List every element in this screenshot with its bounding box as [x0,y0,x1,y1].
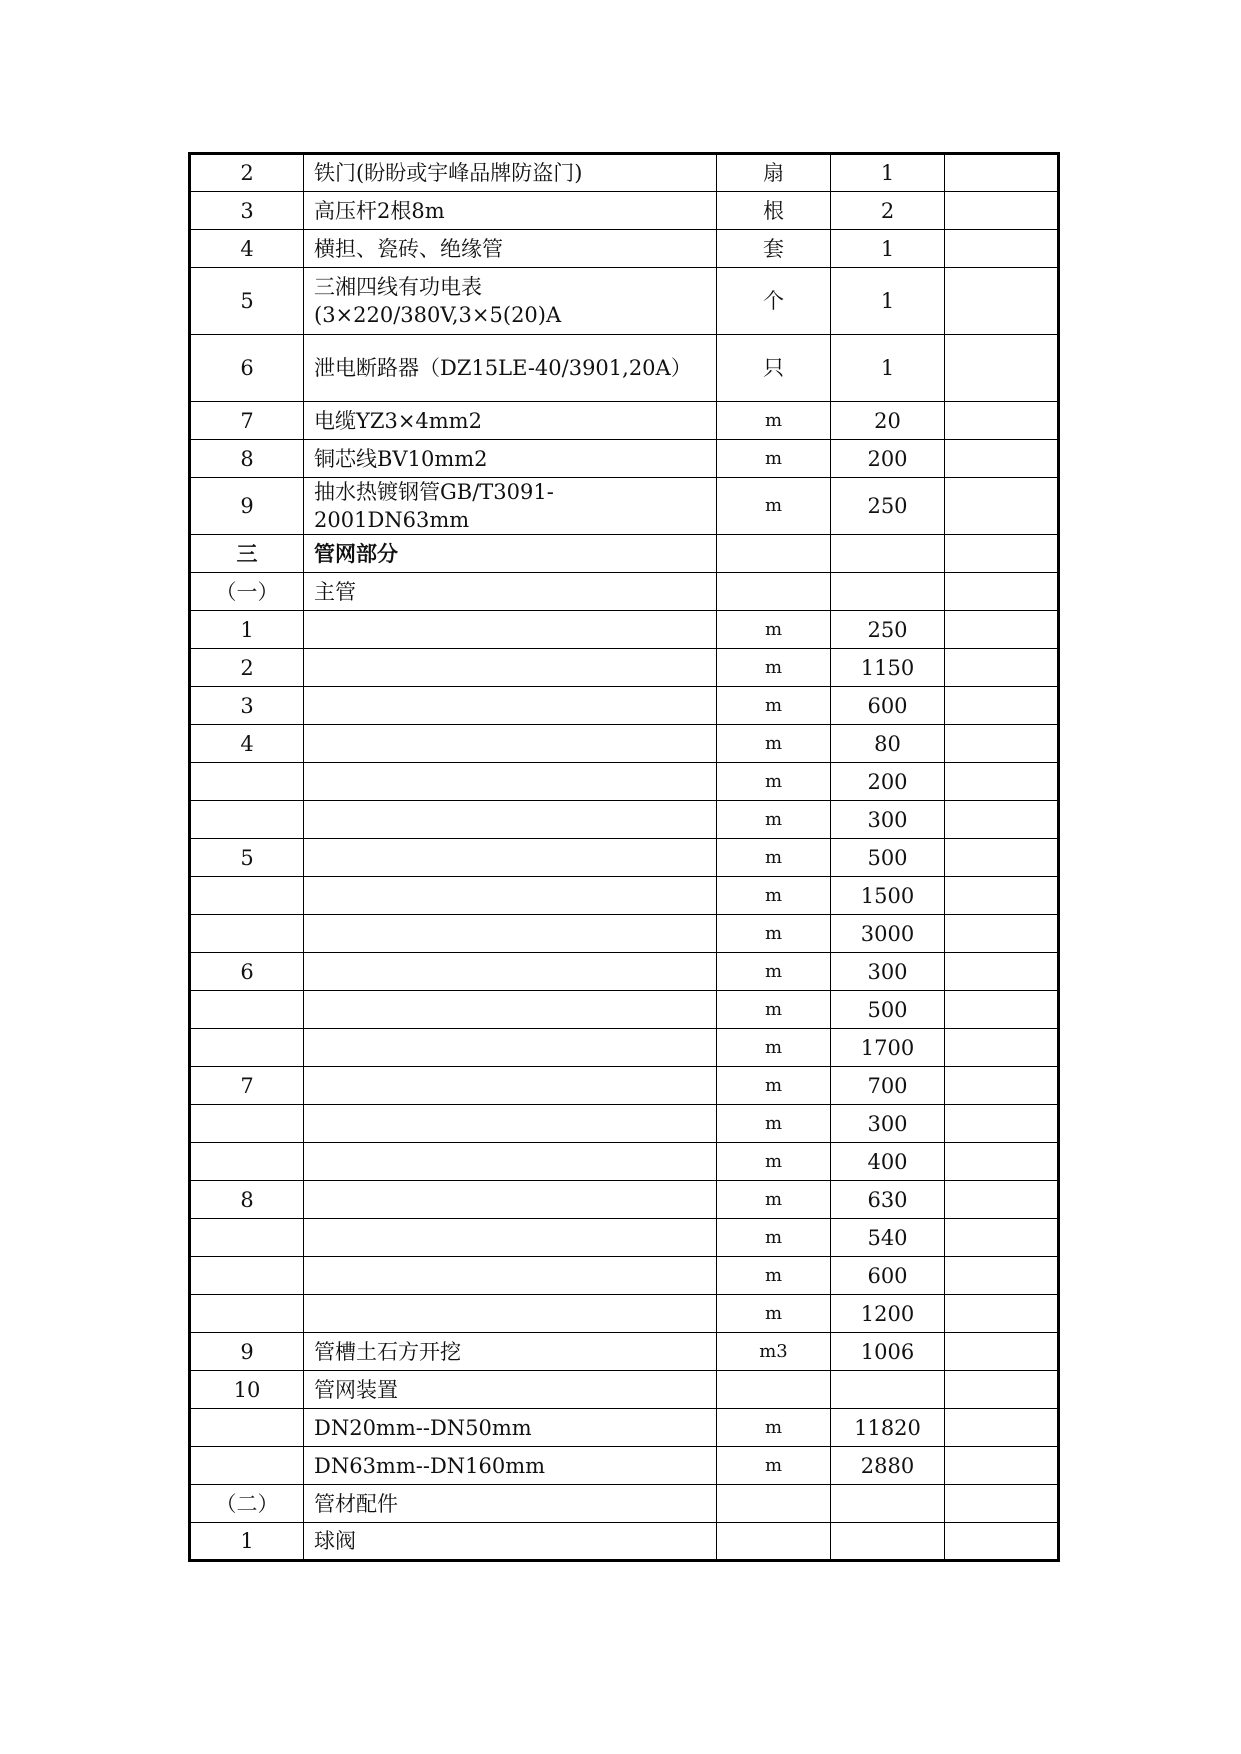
remarks-cell [945,573,1059,611]
remarks-cell [945,1409,1059,1447]
unit-cell: m [717,801,831,839]
quantity-cell: 300 [831,801,945,839]
remarks-cell [945,1523,1059,1561]
quantity-cell [831,1485,945,1523]
unit-cell: m [717,1181,831,1219]
unit-cell: m [717,687,831,725]
item-number-cell: 6 [190,335,304,402]
item-name-cell: 铜芯线BV10mm2 [304,440,717,478]
unit-cell: m [717,1295,831,1333]
item-name-cell [304,1067,717,1105]
remarks-cell [945,611,1059,649]
item-name-cell [304,763,717,801]
item-name-cell [304,915,717,953]
table-row [190,440,1059,478]
item-name-cell [304,611,717,649]
quantity-cell: 400 [831,1143,945,1181]
item-name-cell [304,1105,717,1143]
table-row [190,1409,1059,1447]
unit-cell [717,535,831,573]
quantity-cell: 1 [831,335,945,402]
bill-of-quantities-table [188,152,1060,1562]
quantity-cell: 20 [831,402,945,440]
table-row [190,154,1059,192]
item-name-cell [304,801,717,839]
item-number-cell [190,801,304,839]
item-number-cell: 2 [190,154,304,192]
item-number-cell: 4 [190,230,304,268]
item-name-cell: 抽水热镀钢管GB/T3091-2001DN63mm [304,478,717,535]
quantity-cell: 200 [831,440,945,478]
remarks-cell [945,725,1059,763]
quantity-cell: 630 [831,1181,945,1219]
remarks-cell [945,1485,1059,1523]
item-name-cell: 高压杆2根8m [304,192,717,230]
table-row [190,335,1059,402]
unit-cell: 扇 [717,154,831,192]
quantity-cell: 2 [831,192,945,230]
quantity-cell: 1 [831,230,945,268]
remarks-cell [945,1295,1059,1333]
item-number-cell: 3 [190,192,304,230]
item-number-cell [190,915,304,953]
item-name-cell [304,725,717,763]
remarks-cell [945,1105,1059,1143]
item-name-cell [304,1257,717,1295]
unit-cell: 个 [717,268,831,335]
remarks-cell [945,877,1059,915]
unit-cell: m [717,915,831,953]
remarks-cell [945,915,1059,953]
item-name-cell [304,877,717,915]
table-row [190,1105,1059,1143]
quantity-cell [831,573,945,611]
table-row [190,801,1059,839]
item-number-cell: 8 [190,440,304,478]
unit-cell: 只 [717,335,831,402]
table-row [190,1067,1059,1105]
remarks-cell [945,192,1059,230]
quantity-cell: 300 [831,953,945,991]
item-name-cell [304,687,717,725]
quantity-cell: 11820 [831,1409,945,1447]
unit-cell: m [717,991,831,1029]
table-row [190,192,1059,230]
table-row [190,1371,1059,1409]
remarks-cell [945,1333,1059,1371]
remarks-cell [945,687,1059,725]
quantity-cell: 600 [831,1257,945,1295]
item-name-cell: 三湘四线有功电表(3×220/380V,3×5(20)A [304,268,717,335]
quantity-cell [831,1371,945,1409]
item-name-cell: 管网装置 [304,1371,717,1409]
quantity-cell: 250 [831,478,945,535]
table-row [190,1523,1059,1561]
unit-cell: m [717,1029,831,1067]
item-name-cell: 主管 [304,573,717,611]
item-number-cell: 7 [190,1067,304,1105]
table-row [190,915,1059,953]
item-number-cell [190,1409,304,1447]
quantity-cell: 1 [831,268,945,335]
quantity-cell: 2880 [831,1447,945,1485]
quantity-cell [831,535,945,573]
item-name-cell [304,839,717,877]
item-name-cell: 管槽土石方开挖 [304,1333,717,1371]
item-number-cell: 3 [190,687,304,725]
unit-cell: m [717,1409,831,1447]
remarks-cell [945,1067,1059,1105]
unit-cell: m3 [717,1333,831,1371]
quantity-cell: 1700 [831,1029,945,1067]
item-name-cell [304,1295,717,1333]
unit-cell: m [717,649,831,687]
item-name-cell [304,953,717,991]
section-row [190,535,1059,573]
quantity-cell [831,1523,945,1561]
table-row [190,1295,1059,1333]
unit-cell: m [717,1447,831,1485]
quantity-cell: 300 [831,1105,945,1143]
item-number-cell [190,763,304,801]
item-number-cell [190,877,304,915]
remarks-cell [945,1219,1059,1257]
quantity-cell: 80 [831,725,945,763]
table-row [190,1143,1059,1181]
table-row [190,1219,1059,1257]
remarks-cell [945,535,1059,573]
table-row [190,230,1059,268]
item-number-cell: 8 [190,1181,304,1219]
item-name-cell: 管材配件 [304,1485,717,1523]
remarks-cell [945,1181,1059,1219]
table-row [190,1485,1059,1523]
item-number-cell [190,1143,304,1181]
table-row [190,573,1059,611]
unit-cell: m [717,763,831,801]
table-row [190,649,1059,687]
remarks-cell [945,1371,1059,1409]
item-name-cell [304,1029,717,1067]
item-name-cell [304,1181,717,1219]
item-name-cell: 铁门(盼盼或宇峰品牌防盗门) [304,154,717,192]
item-number-cell: 9 [190,1333,304,1371]
table-row [190,402,1059,440]
unit-cell: m [717,1067,831,1105]
remarks-cell [945,801,1059,839]
item-number-cell: （一） [190,573,304,611]
item-number-cell [190,1257,304,1295]
item-number-cell: 三 [190,535,304,573]
quantity-cell: 500 [831,991,945,1029]
item-number-cell: 6 [190,953,304,991]
unit-cell: m [717,1143,831,1181]
remarks-cell [945,1029,1059,1067]
item-number-cell: 7 [190,402,304,440]
quantity-cell: 3000 [831,915,945,953]
item-name-cell: 横担、瓷砖、绝缘管 [304,230,717,268]
quantity-cell: 1006 [831,1333,945,1371]
unit-cell: m [717,877,831,915]
remarks-cell [945,402,1059,440]
unit-cell: m [717,725,831,763]
unit-cell: m [717,1105,831,1143]
quantity-cell: 200 [831,763,945,801]
item-number-cell: 1 [190,1523,304,1561]
table-row [190,877,1059,915]
table-row [190,991,1059,1029]
table-row [190,1029,1059,1067]
item-number-cell [190,991,304,1029]
table-row [190,478,1059,535]
item-name-cell: 泄电断路器（DZ15LE-40/3901,20A） [304,335,717,402]
item-number-cell: 5 [190,839,304,877]
quantity-cell: 1500 [831,877,945,915]
unit-cell [717,573,831,611]
remarks-cell [945,763,1059,801]
item-name-cell: 电缆YZ3×4mm2 [304,402,717,440]
item-name-cell: 球阀 [304,1523,717,1561]
item-number-cell [190,1219,304,1257]
item-name-cell [304,991,717,1029]
table-row [190,953,1059,991]
remarks-cell [945,1447,1059,1485]
table-row [190,1447,1059,1485]
item-number-cell [190,1105,304,1143]
remarks-cell [945,953,1059,991]
unit-cell: m [717,611,831,649]
quantity-cell: 1150 [831,649,945,687]
unit-cell [717,1523,831,1561]
table-row [190,725,1059,763]
remarks-cell [945,335,1059,402]
table-row [190,763,1059,801]
item-name-cell [304,1143,717,1181]
quantity-cell: 1200 [831,1295,945,1333]
item-number-cell [190,1029,304,1067]
item-name-cell: DN63mm--DN160mm [304,1447,717,1485]
table-row [190,687,1059,725]
item-number-cell: （二） [190,1485,304,1523]
remarks-cell [945,991,1059,1029]
unit-cell [717,1371,831,1409]
item-number-cell: 2 [190,649,304,687]
quantity-cell: 540 [831,1219,945,1257]
item-name-cell [304,1219,717,1257]
unit-cell: m [717,953,831,991]
unit-cell: m [717,1219,831,1257]
item-name-cell: DN20mm--DN50mm [304,1409,717,1447]
table-row [190,1257,1059,1295]
table-row [190,268,1059,335]
item-number-cell: 4 [190,725,304,763]
remarks-cell [945,154,1059,192]
item-number-cell [190,1447,304,1485]
table-body [190,154,1059,1561]
item-number-cell: 10 [190,1371,304,1409]
quantity-cell: 500 [831,839,945,877]
item-number-cell: 1 [190,611,304,649]
remarks-cell [945,440,1059,478]
item-name-cell [304,649,717,687]
quantity-cell: 250 [831,611,945,649]
unit-cell: 根 [717,192,831,230]
item-name-cell: 管网部分 [304,535,717,573]
quantity-cell: 600 [831,687,945,725]
remarks-cell [945,1143,1059,1181]
remarks-cell [945,478,1059,535]
unit-cell: m [717,839,831,877]
item-number-cell: 5 [190,268,304,335]
remarks-cell [945,1257,1059,1295]
remarks-cell [945,268,1059,335]
remarks-cell [945,839,1059,877]
unit-cell: m [717,402,831,440]
table-row [190,1181,1059,1219]
quantity-cell: 700 [831,1067,945,1105]
remarks-cell [945,649,1059,687]
unit-cell [717,1485,831,1523]
unit-cell: m [717,1257,831,1295]
unit-cell: 套 [717,230,831,268]
remarks-cell [945,230,1059,268]
quantity-cell: 1 [831,154,945,192]
item-number-cell [190,1295,304,1333]
table-row [190,839,1059,877]
table-row [190,1333,1059,1371]
table-row [190,611,1059,649]
item-number-cell: 9 [190,478,304,535]
unit-cell: m [717,478,831,535]
unit-cell: m [717,440,831,478]
